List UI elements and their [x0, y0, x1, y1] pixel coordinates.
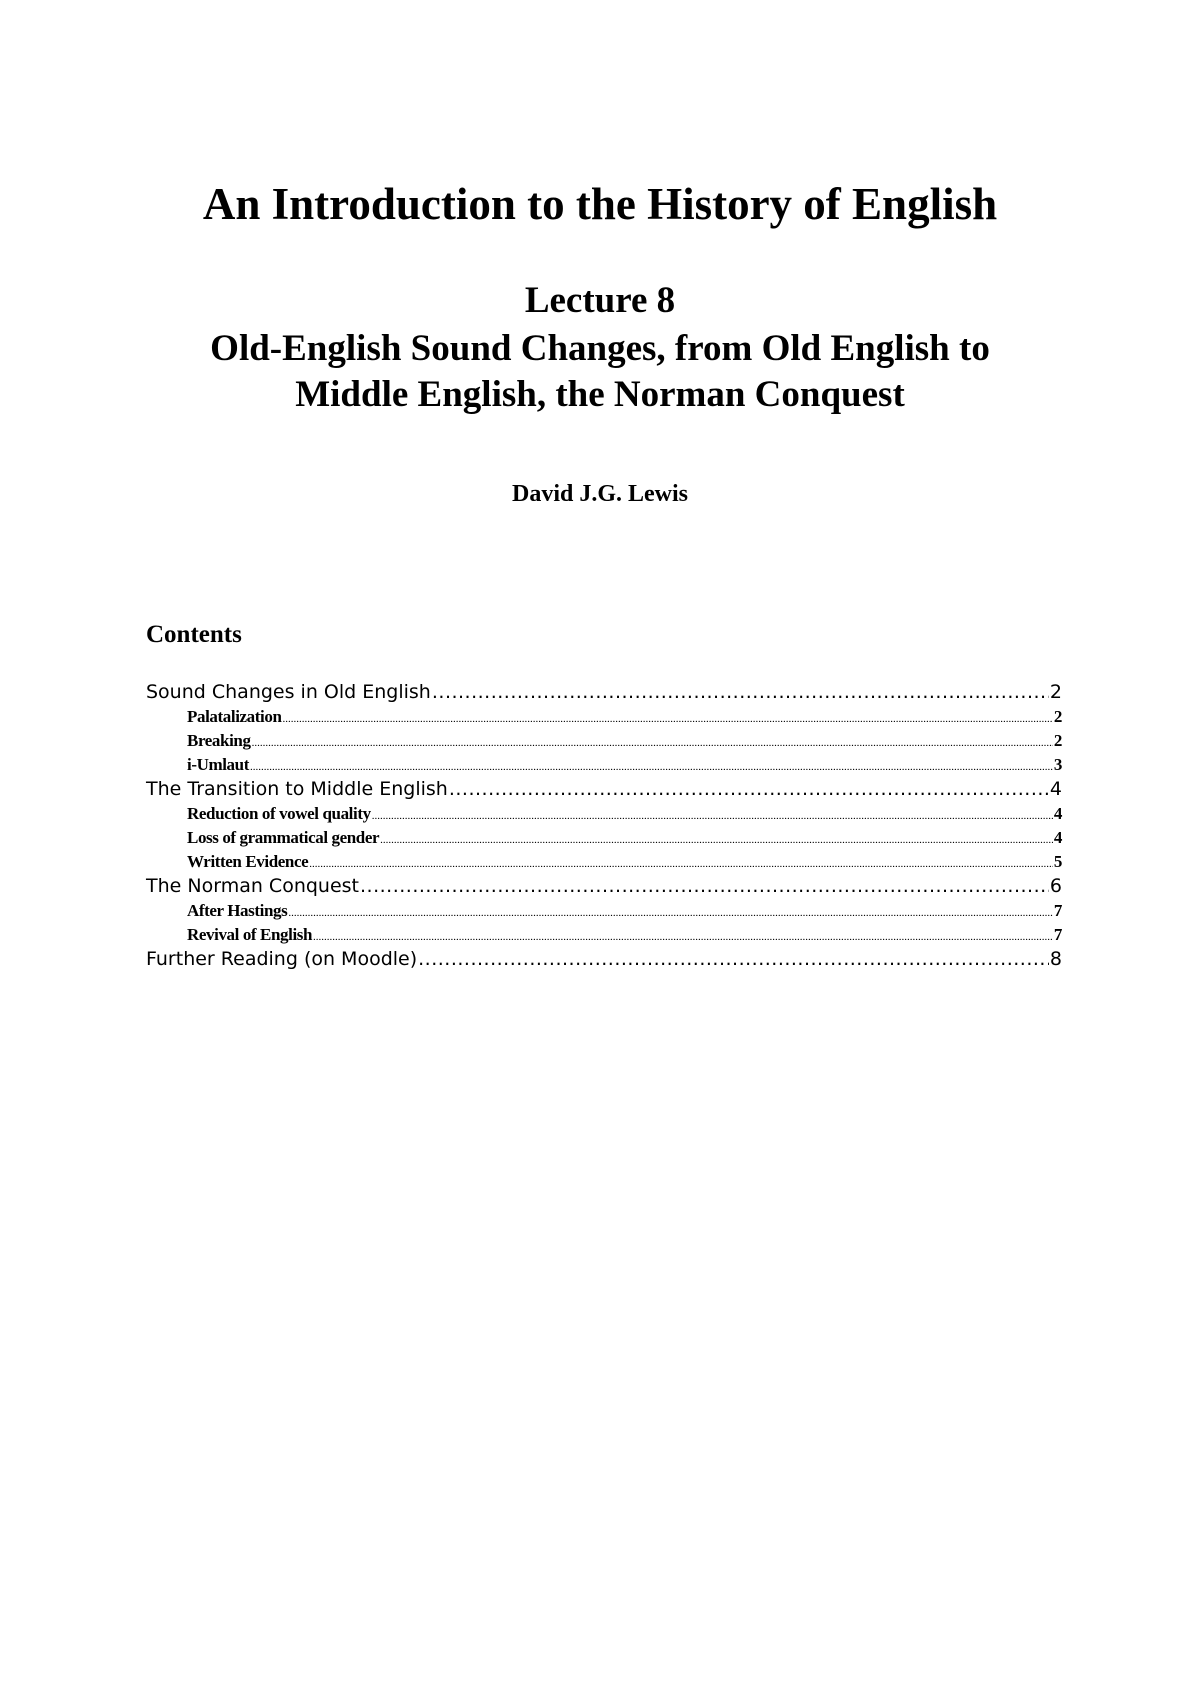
toc-entry[interactable]: [146, 899, 1062, 923]
toc-entry-label: The Transition to Middle English: [146, 778, 448, 800]
toc-entry-page-number: 8: [1049, 948, 1062, 970]
toc-entry[interactable]: [146, 874, 1062, 899]
toc-entry-page-number: 6: [1049, 875, 1062, 897]
toc-entry[interactable]: [146, 729, 1062, 753]
table-of-contents: [146, 680, 1062, 972]
toc-entry-label: i-Umlaut: [187, 755, 249, 774]
toc-entry[interactable]: [146, 923, 1062, 947]
toc-leader-dots: [313, 923, 1053, 949]
author-name: David J.G. Lewis: [511, 481, 688, 507]
contents-heading: Contents: [146, 621, 242, 648]
toc-entry-label: Loss of grammatical gender: [187, 828, 380, 847]
toc-entry-page-number: 7: [1053, 925, 1062, 944]
toc-entry[interactable]: [146, 705, 1062, 729]
toc-entry-label: Reduction of vowel quality: [187, 804, 371, 823]
toc-entry-page-number: 2: [1053, 707, 1062, 726]
toc-entry-page-number: 4: [1053, 804, 1062, 823]
toc-entry-page-number: 2: [1049, 681, 1062, 703]
toc-entry-page-number: 3: [1053, 755, 1062, 774]
toc-leader-dots: [432, 680, 1049, 705]
toc-entry-page-number: 5: [1053, 852, 1062, 871]
toc-leader-dots: [283, 705, 1053, 731]
toc-entry[interactable]: [146, 802, 1062, 826]
lecture-title: [0, 326, 1200, 418]
toc-entry-label: Revival of English: [187, 925, 313, 944]
toc-leader-dots: [252, 729, 1053, 755]
toc-entry[interactable]: [146, 826, 1062, 850]
toc-leader-dots: [380, 826, 1053, 852]
toc-entry-label: Breaking: [187, 731, 251, 750]
toc-entry-label: Written Evidence: [187, 852, 309, 871]
toc-leader-dots: [449, 777, 1049, 802]
toc-entry-page-number: 2: [1053, 731, 1062, 750]
toc-entry-label: After Hastings: [187, 901, 288, 920]
toc-entry[interactable]: [146, 777, 1062, 802]
toc-leader-dots: [288, 899, 1053, 925]
lecture-title-line-1: Old-English Sound Changes, from Old English to: [210, 328, 990, 369]
toc-entry-page-number: 4: [1053, 828, 1062, 847]
toc-leader-dots: [372, 802, 1053, 828]
toc-leader-dots: [418, 947, 1049, 972]
toc-entry-page-number: 4: [1049, 778, 1062, 800]
lecture-title-line-2: Middle English, the Norman Conquest: [295, 374, 905, 415]
toc-entry-label: Palatalization: [187, 707, 282, 726]
toc-entry[interactable]: [146, 850, 1062, 874]
document-title: An Introduction to the History of English: [202, 179, 998, 229]
toc-leader-dots: [360, 874, 1049, 899]
toc-entry-page-number: 7: [1053, 901, 1062, 920]
toc-entry-label: Further Reading (on Moodle): [146, 948, 418, 970]
toc-entry[interactable]: [146, 947, 1062, 972]
toc-entry-label: Sound Changes in Old English: [146, 681, 431, 703]
toc-leader-dots: [309, 850, 1053, 876]
toc-entry[interactable]: [146, 680, 1062, 705]
toc-leader-dots: [250, 753, 1053, 779]
lecture-number: Lecture 8: [524, 280, 676, 321]
toc-entry[interactable]: [146, 753, 1062, 777]
toc-entry-label: The Norman Conquest: [146, 875, 359, 897]
